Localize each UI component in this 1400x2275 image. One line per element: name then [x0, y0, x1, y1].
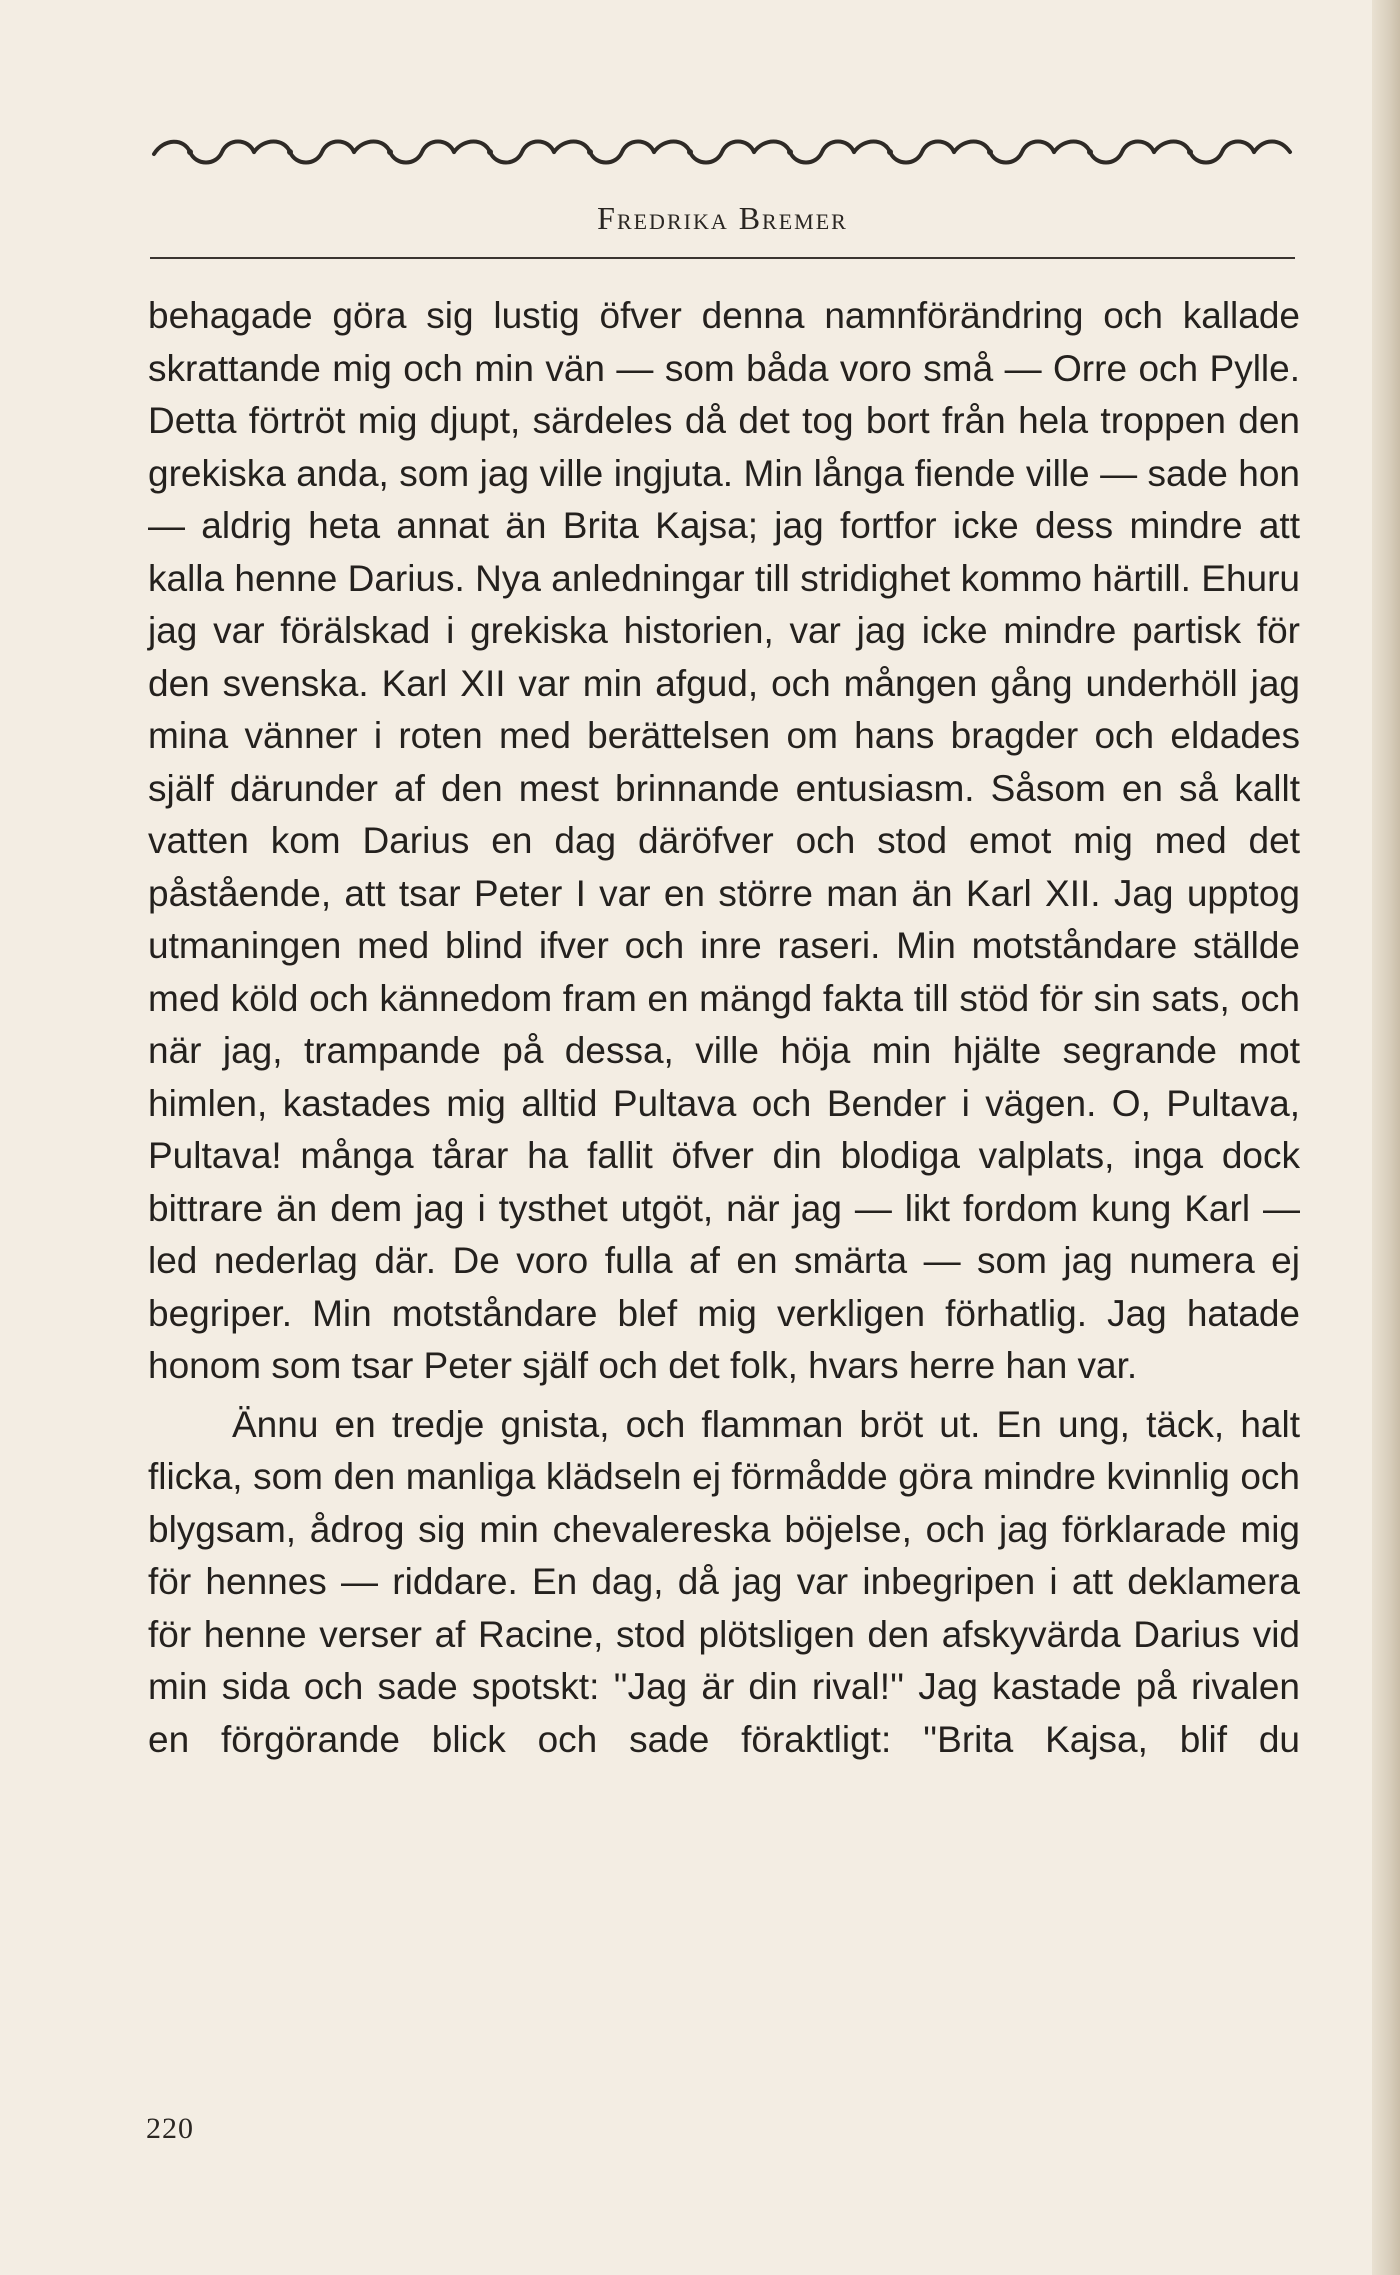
- page-number: 220: [146, 2112, 194, 2145]
- paragraph-1: behagade göra sig lustig öfver denna namnförändring och kallade skrattande mig och min vän — som båda voro små — Orre och Pylle. Detta förtröt mig djupt, särdeles då det tog bort från hela troppen den grekiska anda, som jag ville ingjuta. Min långa fiende ville — sade hon — aldrig heta annat än Brita Kajsa; jag fortfor icke dess mindre att kalla henne Darius. Nya anledningar till stridighet kommo härtill. Ehuru jag var förälskad i grekiska historien, var jag icke mindre partisk för den svenska. Karl XII var min afgud, och mången gång underhöll jag mina vänner i roten med berättelsen om hans bragder och eldades själf därunder af den mest brinnande entusiasm. Såsom en så kallt vatten kom Darius en dag däröfver och stod emot mig med det påstående, att tsar Peter I var en större man än Karl XII. Jag upptog utmaningen med blind ifver och inre raseri. Min motståndare ställde med köld och kännedom fram en mängd fakta till stöd för sin sats, och när jag, trampande på dessa, ville höja min hjälte segrande mot himlen, kastades mig alltid Pultava och Bender i vägen. O, Pultava, Pultava! många tårar ha fallit öfver din blodiga valplats, inga dock bittrare än dem jag i tysthet utgöt, när jag — likt fordom kung Karl — led nederlag där. De voro fulla af en smärta — som jag numera ej begriper. Min motståndare blef mig verkligen förhatlig. Jag hatade honom som tsar Peter själf och det folk, hvars herre han var.: [148, 295, 1300, 1386]
- running-head: Fredrika Bremer: [597, 200, 848, 236]
- body-text: [148, 290, 1300, 1766]
- page-edge-shadow: [1372, 0, 1400, 2275]
- decorative-ornament-band: [150, 132, 1295, 172]
- paragraph-2: Ännu en tredje gnista, och flamman bröt ut. En ung, täck, halt flicka, som den manliga klädseln ej förmådde göra mindre kvinnlig och blygsam, ådrog sig min chevalereska böjelse, och jag förklarade mig för hennes — riddare. En dag, då jag var inbegripen i att deklamera för henne verser af Racine, stod plötsligen den afskyvärda Darius vid min sida och sade spotskt: ''Jag är din rival!'' Jag kastade på rivalen en förgörande blick och sade föraktligt: ''Brita Kajsa, blif du: [148, 1403, 1300, 1760]
- header-rule: [150, 257, 1295, 259]
